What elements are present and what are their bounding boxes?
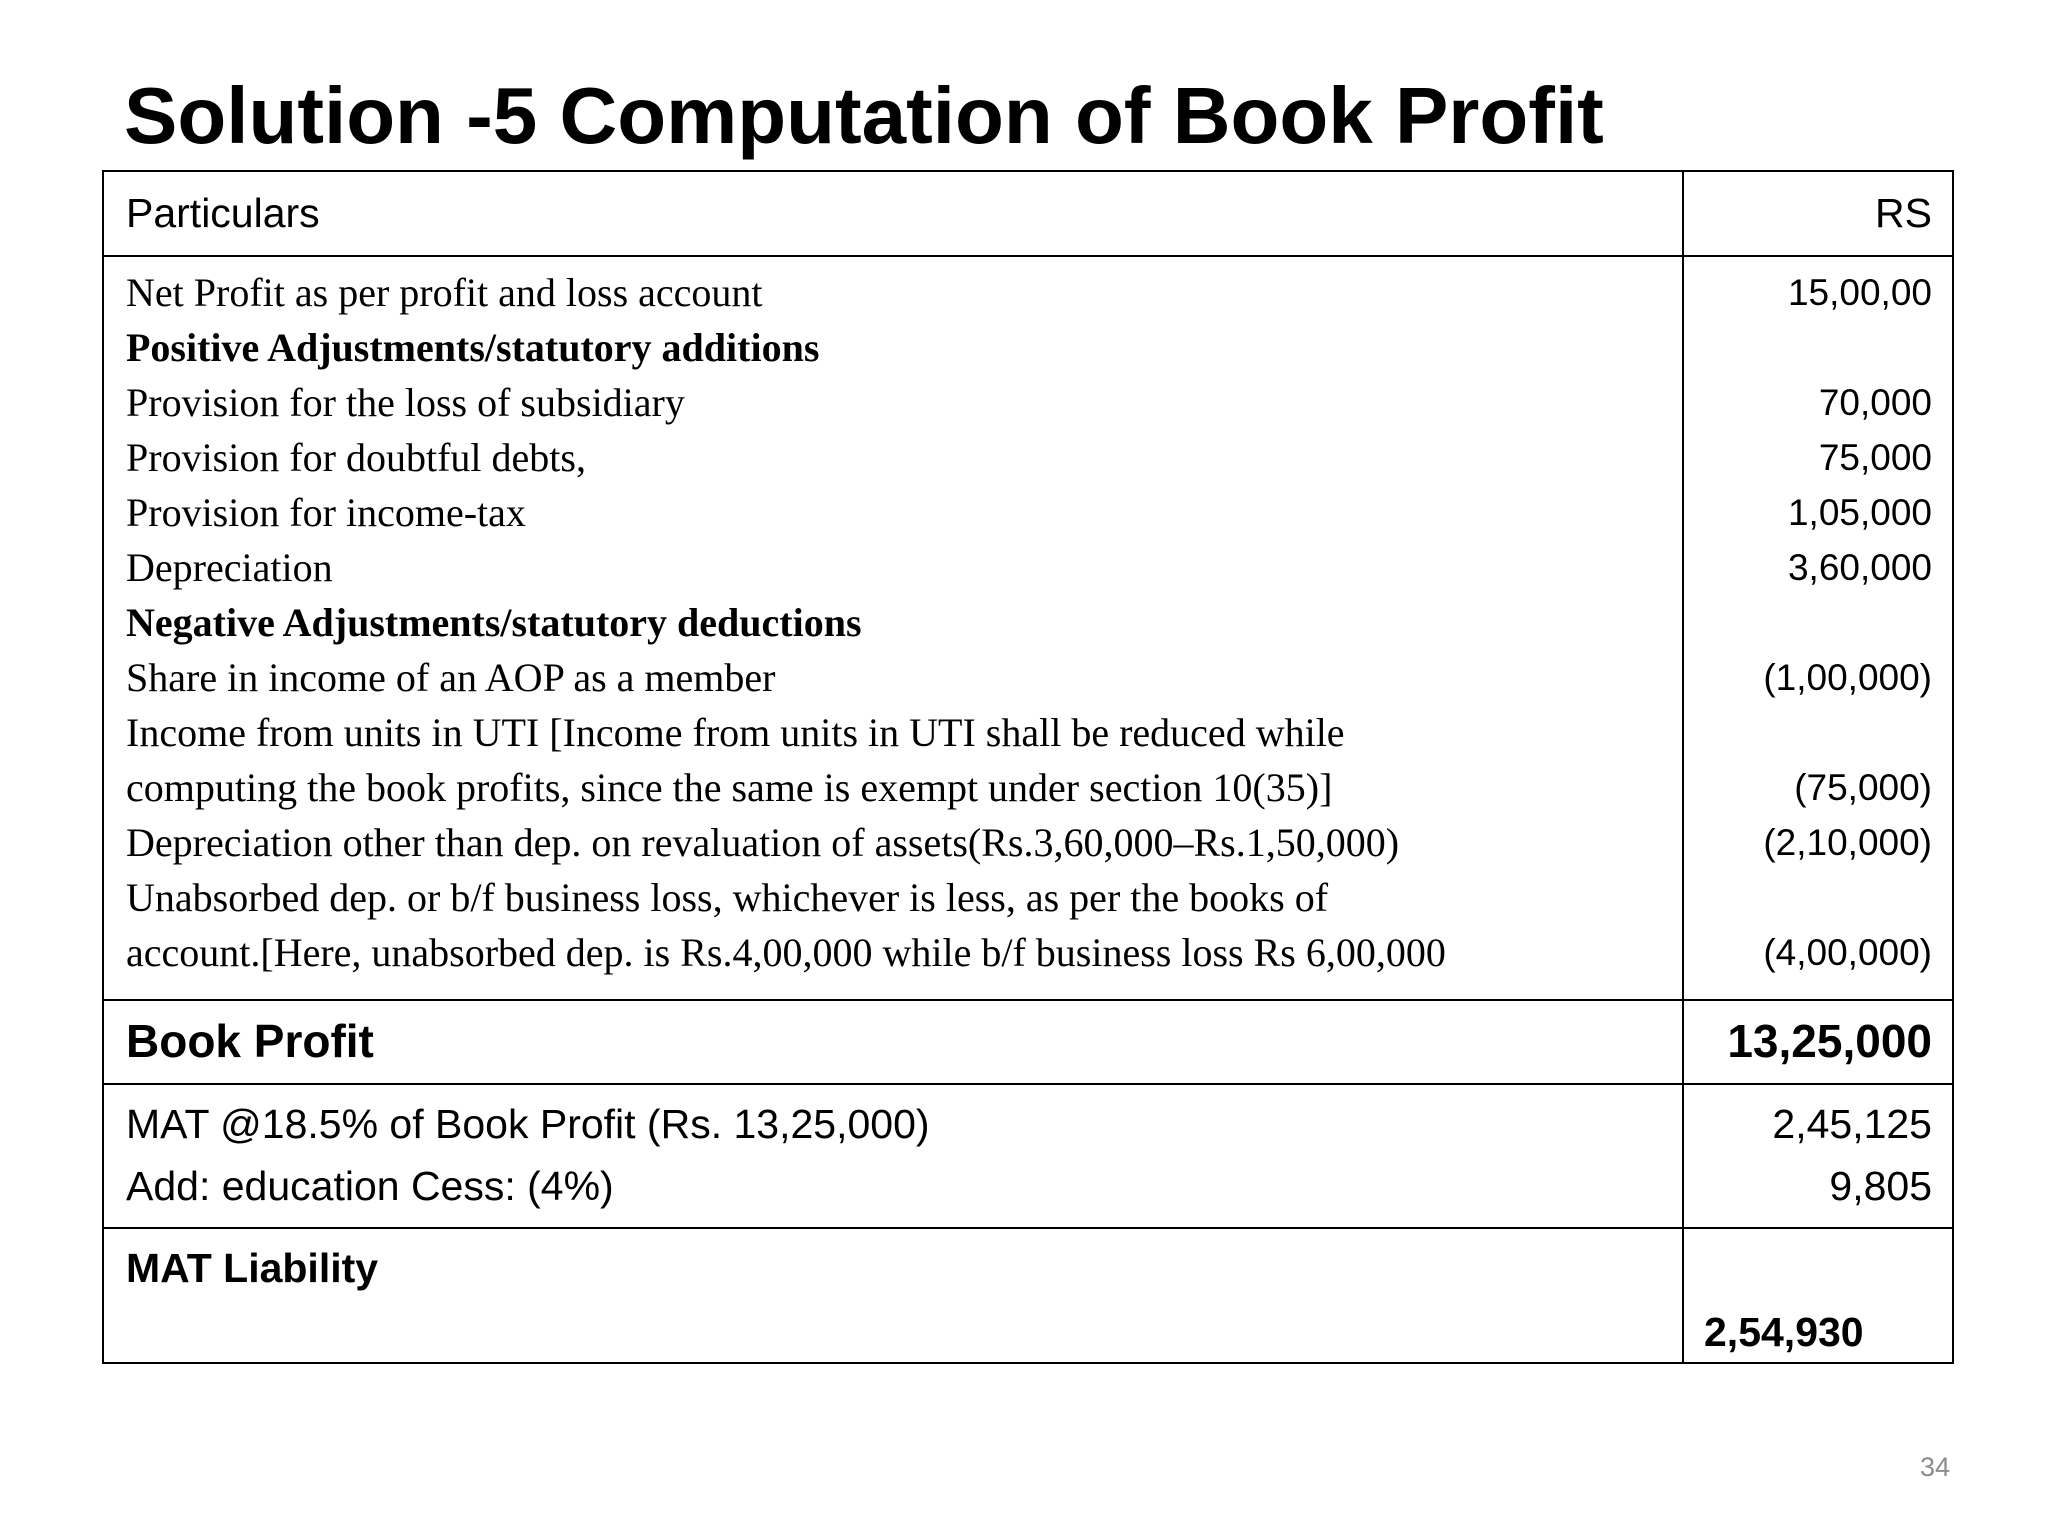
amount-uti-2: (75,000) (1794, 767, 1932, 808)
line-net-profit: Net Profit as per profit and loss account (126, 270, 763, 315)
book-profit-table (102, 170, 1954, 1364)
line-uti-2: computing the book profits, since the same is exempt under section 10(35)] (126, 765, 1333, 810)
book-profit-amount: 13,25,000 (1727, 1015, 1932, 1067)
amount-net-profit: 15,00,00 (1787, 272, 1932, 313)
amount-aop-share: (1,00,000) (1763, 657, 1932, 698)
line-loss-subsidiary: Provision for the loss of subsidiary (126, 380, 685, 425)
book-profit-label: Book Profit (126, 1015, 374, 1067)
adjustments-particulars (126, 265, 1676, 980)
mat-amounts (1686, 1093, 1932, 1217)
line-positive-heading: Positive Adjustments/statutory additions (126, 325, 820, 370)
amount-positive-heading (1686, 320, 1932, 375)
page-number: 34 (1919, 1452, 1950, 1482)
amount-unabsorbed-2: (4,00,000) (1763, 932, 1932, 973)
line-uti-1: Income from units in UTI [Income from units in UTI shall be reduced while (126, 710, 1345, 755)
line-aop-share: Share in income of an AOP as a member (126, 655, 776, 700)
header-amount: RS (1875, 190, 1932, 236)
adjustments-row (104, 255, 1952, 1001)
amount-doubtful-debts: 75,000 (1818, 437, 1932, 478)
education-cess-label: Add: education Cess: (4%) (126, 1163, 614, 1209)
mat-particulars (126, 1093, 1676, 1217)
amount-loss-subsidiary: 70,000 (1818, 382, 1932, 423)
book-profit-row (104, 999, 1952, 1085)
column-divider (1682, 172, 1684, 1362)
mat-liability-label: MAT Liability (126, 1245, 379, 1291)
adjustments-amounts (1686, 265, 1932, 980)
amount-negative-heading (1686, 595, 1932, 650)
slide-title: Solution -5 Computation of Book Profit (124, 71, 1604, 160)
mat-row (104, 1083, 1952, 1229)
amount-depreciation: 3,60,000 (1787, 547, 1932, 588)
amount-unabsorbed-1 (1686, 870, 1932, 925)
line-doubtful-debts: Provision for doubtful debts, (126, 435, 586, 480)
mat-liability-amount: 2,54,930 (1704, 1309, 1864, 1355)
line-income-tax: Provision for income-tax (126, 490, 526, 535)
line-depreciation: Depreciation (126, 545, 333, 590)
amount-income-tax: 1,05,000 (1787, 492, 1932, 533)
line-dep-other: Depreciation other than dep. on revaluation of assets(Rs.3,60,000–Rs.1,50,000) (126, 820, 1400, 865)
table-header-row (104, 172, 1952, 257)
line-unabsorbed-2: account.[Here, unabsorbed dep. is Rs.4,00,000 while b/f business loss Rs 6,00,000 (126, 930, 1446, 975)
amount-dep-other: (2,10,000) (1763, 822, 1932, 863)
amount-uti-1 (1686, 705, 1932, 760)
line-negative-heading: Negative Adjustments/statutory deductions (126, 600, 862, 645)
education-cess-amount: 9,805 (1829, 1163, 1932, 1209)
mat-rate-label: MAT @18.5% of Book Profit (Rs. 13,25,000) (126, 1101, 930, 1147)
line-unabsorbed-1: Unabsorbed dep. or b/f business loss, whichever is less, as per the books of (126, 875, 1329, 920)
header-particulars: Particulars (126, 190, 320, 236)
mat-liability-row (104, 1227, 1952, 1362)
mat-rate-amount: 2,45,125 (1772, 1101, 1932, 1147)
